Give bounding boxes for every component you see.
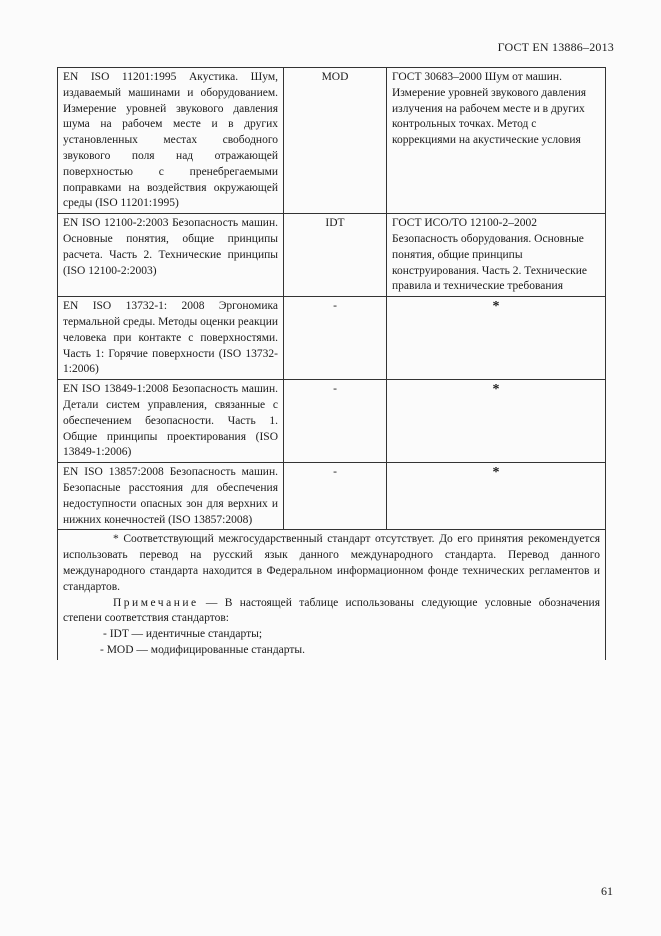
note-item: - IDT — идентичные стандарты;	[103, 628, 263, 641]
table-row	[58, 380, 606, 463]
table-footer-row	[58, 530, 606, 660]
interstate-standard-cell: *	[387, 297, 606, 380]
page-number: 61	[601, 884, 613, 898]
table-row	[58, 214, 606, 297]
interstate-standard-cell: *	[387, 463, 606, 530]
table-row	[58, 68, 606, 214]
table-footnote	[58, 530, 606, 660]
international-standard-cell: EN ISO 13732-1: 2008 Эргономика термальной среды. Методы оценки реакции человека при контакте с поверхностями. Часть 1: Горячие поверхности (ISO 13732-1:2006)	[58, 297, 284, 380]
conformity-degree-cell: -	[284, 380, 387, 463]
interstate-standard-cell: *	[387, 380, 606, 463]
conformity-degree-cell: IDT	[284, 214, 387, 297]
footnote-text: * Соответствующий межгосударственный стандарт отсутствует. До его принятия рекомендуется использовать перевод на русский язык данного международного стандарта. Перевод данного международного стандарта находится в Федеральном информационном фонде технических регламентов и стандартов.	[63, 533, 600, 593]
conformity-degree-cell: -	[284, 297, 387, 380]
table-row	[58, 463, 606, 530]
note-label: Примечание	[113, 596, 199, 609]
international-standard-cell: EN ISO 13849-1:2008 Безопасность машин. Детали систем управления, связанные с обеспечением безопасности. Часть 1. Общие принципы проектирования (ISO 13849-1:2006)	[58, 380, 284, 463]
document-header: ГОСТ EN 13886–2013	[497, 40, 614, 54]
note-item: - MOD –– модифицированные стандарты.	[100, 643, 306, 656]
conformity-degree-cell: MOD	[284, 68, 387, 214]
note-text: — В настоящей таблице использованы следующие условные обозначения степени соответствия стандартов:	[63, 596, 600, 625]
international-standard-cell: EN ISO 11201:1995 Акустика. Шум, издаваемый машинами и оборудованием. Измерение уровней звукового давления шума на рабочем месте и в других установленных местах свободного звукового поля над отражающей поверхностью с пренебрегаемыми поправками на воздействия окружающей среды (ISO 11201:1995)	[58, 68, 284, 214]
interstate-standard-cell: ГОСТ 30683–2000 Шум от машин. Измерение уровней звукового давления излучения на рабочем месте и в других контрольных точках. Метод с коррекциями на акустические условия	[387, 68, 606, 214]
international-standard-cell: EN ISO 13857:2008 Безопасность машин. Безопасные расстояния для обеспечения недоступности опасных зон для верхних и нижних конечностей (ISO 13857:2008)	[58, 463, 284, 530]
table-row	[58, 297, 606, 380]
conformity-degree-cell: -	[284, 463, 387, 530]
international-standard-cell: EN ISO 12100-2:2003 Безопасность машин. Основные понятия, общие принципы расчета. Часть 2. Технические принципы (ISO 12100-2:2003)	[58, 214, 284, 297]
note-paragraph	[63, 596, 600, 628]
interstate-standard-cell: ГОСТ ИСО/ТО 12100-2–2002 Безопасность оборудования. Основные понятия, общие принципы конструирования. Часть 2. Технические правила и технические требования	[387, 214, 606, 297]
standards-table	[57, 67, 606, 660]
